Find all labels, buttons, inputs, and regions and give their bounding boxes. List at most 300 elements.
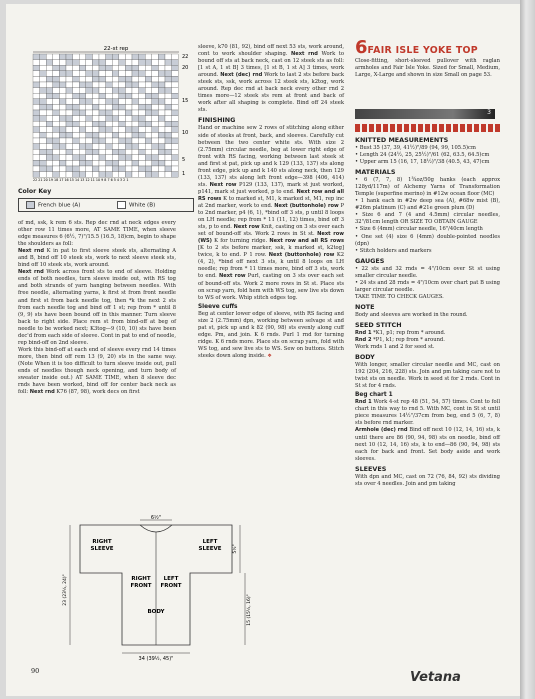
chart-cell	[40, 160, 47, 166]
chart-cell	[152, 88, 159, 94]
chart-cell	[46, 104, 53, 110]
chart-cell	[119, 88, 126, 94]
chart-cell	[46, 138, 53, 144]
chart-rep-label: 22-st rep	[103, 46, 129, 52]
chart-cell	[132, 54, 139, 60]
chart-cell	[92, 138, 99, 144]
chart-cell	[106, 155, 113, 161]
chart-cell	[145, 65, 152, 71]
chart-cell	[139, 93, 146, 99]
chart-cell	[59, 82, 66, 88]
label-left-front: LEFT	[163, 576, 179, 582]
chart-cell	[92, 104, 99, 110]
chart-cell	[92, 71, 99, 77]
chart-cell	[106, 121, 113, 127]
chart-cell	[172, 132, 179, 138]
chart-cell	[73, 172, 80, 178]
chart-cell	[165, 138, 172, 144]
chart-cell	[99, 76, 106, 82]
chart-cell	[172, 138, 179, 144]
chart-cell	[40, 104, 47, 110]
chart-cell	[125, 149, 132, 155]
label-right-front: RIGHT	[131, 576, 151, 582]
chart-cell	[40, 166, 47, 172]
chart-cell	[79, 155, 86, 161]
chart-cell	[92, 88, 99, 94]
sleeve-width-label: 5½"	[233, 544, 238, 554]
chart-cell	[59, 88, 66, 94]
chart-cell	[152, 65, 159, 71]
chart-cell	[86, 99, 93, 105]
chart-cell	[92, 155, 99, 161]
chart-cell	[79, 121, 86, 127]
chart-cell	[139, 116, 146, 122]
chart-cell	[66, 172, 73, 178]
chart-cell	[172, 71, 179, 77]
chart-cell	[99, 172, 106, 178]
svg-text:FRONT: FRONT	[160, 583, 182, 589]
chart-cell	[40, 110, 47, 116]
chart-cell	[46, 71, 53, 77]
chart-cell	[139, 127, 146, 133]
chart-cell	[119, 60, 126, 66]
chart-cell	[46, 54, 53, 60]
chart-cell	[66, 82, 73, 88]
chart-cell	[158, 76, 165, 82]
chart-cell	[66, 88, 73, 94]
chart-cell	[158, 88, 165, 94]
chart-cell	[112, 88, 119, 94]
chart-cell	[106, 160, 113, 166]
chart-cell	[73, 60, 80, 66]
chart-cell	[152, 82, 159, 88]
chart-cell	[66, 60, 73, 66]
chart-cell	[92, 144, 99, 150]
chart-cell	[139, 149, 146, 155]
chart-cell	[46, 149, 53, 155]
chart-cell	[99, 116, 106, 122]
chart-cell	[92, 166, 99, 172]
chart-cell	[125, 88, 132, 94]
chart-cell	[86, 160, 93, 166]
chart-cell	[112, 71, 119, 77]
chart-cell	[79, 60, 86, 66]
chart-cell	[46, 155, 53, 161]
chart-cell	[53, 110, 60, 116]
chart-cell	[165, 54, 172, 60]
chart-cell	[172, 155, 179, 161]
chart-cell	[158, 110, 165, 116]
chart-cell	[112, 99, 119, 105]
chart-cell	[158, 166, 165, 172]
chart-cell	[145, 116, 152, 122]
chart-cell	[139, 144, 146, 150]
chart-cell	[73, 110, 80, 116]
chart-cell	[99, 65, 106, 71]
svg-text:SLEEVE: SLEEVE	[198, 546, 222, 552]
chart-cell	[46, 172, 53, 178]
chart-cell	[119, 93, 126, 99]
chart-cell	[145, 110, 152, 116]
chart-cell	[86, 54, 93, 60]
chart-cell	[59, 155, 66, 161]
chart-cell	[125, 155, 132, 161]
chart-cell	[158, 144, 165, 150]
chart-cell	[125, 116, 132, 122]
chart-cell	[112, 104, 119, 110]
chart-cell	[132, 60, 139, 66]
color-key-title: Color Key	[18, 188, 52, 195]
st-numbers: 22 21 20 19 18 17 16 15 14 13 12 11 10 9 8 7 6 5 4 3 2 1	[33, 178, 129, 181]
chart-cell	[33, 54, 40, 60]
chart-cell	[119, 65, 126, 71]
chart-cell	[79, 88, 86, 94]
chart-cell	[66, 166, 73, 172]
chart-cell	[40, 99, 47, 105]
side-label: 15 (15½, 16)"	[247, 594, 252, 626]
chart-cell	[112, 132, 119, 138]
chart-cell	[112, 155, 119, 161]
chart-cell	[66, 99, 73, 105]
chart-cell	[106, 149, 113, 155]
chart-cell	[99, 138, 106, 144]
chart-cell	[59, 116, 66, 122]
chart-cell	[92, 54, 99, 60]
chart-cell	[46, 127, 53, 133]
chart-cell	[79, 76, 86, 82]
chart-cell	[59, 172, 66, 178]
chart-cell	[165, 127, 172, 133]
chart-cell	[165, 82, 172, 88]
chart-cell	[145, 99, 152, 105]
chart-cell	[152, 71, 159, 77]
chart-cell	[53, 60, 60, 66]
chart-cell	[33, 76, 40, 82]
chart-cell	[73, 160, 80, 166]
chart-cell	[79, 104, 86, 110]
heading-cuffs: Sleeve cuffs	[198, 303, 238, 310]
chart-cell	[139, 65, 146, 71]
chart-cell	[106, 54, 113, 60]
row-num-22: 22	[182, 54, 189, 60]
chart-cell	[59, 76, 66, 82]
chart-cell	[125, 54, 132, 60]
chart-cell	[145, 149, 152, 155]
chart-cell	[40, 127, 47, 133]
chart-cell	[59, 93, 66, 99]
chart-cell	[132, 110, 139, 116]
chart-cell	[73, 116, 80, 122]
swatch-white	[117, 201, 126, 209]
chart-cell	[145, 54, 152, 60]
chart-cell	[46, 60, 53, 66]
chart-cell	[119, 127, 126, 133]
pattern-title: 6FAIR ISLE YOKE TOP	[355, 37, 478, 58]
chart-cell	[33, 127, 40, 133]
page-number: 90	[31, 667, 40, 675]
chart-cell	[73, 104, 80, 110]
chart-cell	[73, 71, 80, 77]
chart-cell	[106, 110, 113, 116]
chart-cell	[158, 93, 165, 99]
chart-cell	[172, 110, 179, 116]
chart-cell	[92, 65, 99, 71]
chart-cell	[125, 138, 132, 144]
column-1: of md, ssk, k rem 6 sts. Rep dec rnd at neck edges every other row 11 times more, AT SAME TIME, when sleeve edge measures 6 (6½, 7)"/15.5 (16.5, 18)cm, begin to shape the shoulders as foll: Next rnd K in pat to first sleeve steek sts, alternating A and B, bind off 10 steek sts, work to next sleeve steek sts, bind off 10 steek sts, work around. Next rnd Work across front sts to end of sleeve. Holding ends of both needles, turn sleeve inside out, with RS tog and both strands of yarn hanging between needles. With free needle, alternating yarns, k first st from front needle and first st from back needle tog, then *k the next 2 sts from each needle tog and bind off 1 st; rep from * until 8 (9, 9) sts have been bound off in this manner. Turn sleeve back to right side. Place rem st from bind-off at beg of needle to be worked next; K3tog—9 (10, 10) sts have been dec'd from each side of sleeve. Cont in pat to end of needle, rep bind-off on 2nd sleeve. Work this bind-off at each end of sleeve every rnd 14 times more, then bind off rem 13 (9, 20) sts in the same way. (Note When it is too difficult to turn sleeve inside out, pull ends of needles though neck opening, and turn body of sweater inside out.) AT SAME TIME, when 8 sleeve dec rnds have been worked, bind off for center back neck as foll: Next rnd K76 (87, 98), work decs on first	[18, 220, 177, 396]
chart-cell	[152, 93, 159, 99]
chart-cell	[92, 132, 99, 138]
chart-cell	[99, 127, 106, 133]
chart-cell	[99, 93, 106, 99]
chart-cell	[152, 99, 159, 105]
chart-cell	[139, 121, 146, 127]
chart-cell	[172, 65, 179, 71]
chart-cell	[119, 76, 126, 82]
chart-cell	[106, 116, 113, 122]
chart-cell	[132, 132, 139, 138]
chart-cell	[106, 60, 113, 66]
chart-cell	[165, 116, 172, 122]
chart-cell	[86, 166, 93, 172]
chart-cell	[125, 82, 132, 88]
chart-cell	[139, 132, 146, 138]
chart-cell	[145, 60, 152, 66]
chart-cell	[165, 71, 172, 77]
chart-cell	[86, 65, 93, 71]
chart-cell	[33, 138, 40, 144]
chart-cell	[165, 149, 172, 155]
chart-cell	[66, 54, 73, 60]
chart-cell	[33, 121, 40, 127]
chart-cell	[33, 104, 40, 110]
chart-cell	[132, 76, 139, 82]
chart-cell	[125, 99, 132, 105]
chart-cell	[145, 160, 152, 166]
signature: Vetana	[410, 670, 461, 685]
chart-cell	[139, 54, 146, 60]
chart-cell	[53, 155, 60, 161]
chart-cell	[172, 172, 179, 178]
chart-cell	[125, 132, 132, 138]
chart-cell	[99, 110, 106, 116]
bottom-width: 34 (39½, 45)"	[138, 656, 174, 662]
chart-cell	[86, 110, 93, 116]
chart-cell	[112, 144, 119, 150]
chart-cell	[145, 121, 152, 127]
chart-cell	[172, 144, 179, 150]
chart-cell	[145, 172, 152, 178]
chart-cell	[59, 54, 66, 60]
chart-cell	[172, 104, 179, 110]
chart-cell	[73, 65, 80, 71]
chart-cell	[119, 149, 126, 155]
chart-cell	[46, 166, 53, 172]
chart-cell	[79, 138, 86, 144]
chart-cell	[132, 104, 139, 110]
chart-cell	[132, 149, 139, 155]
chart-cell	[79, 127, 86, 133]
chart-cell	[40, 144, 47, 150]
chart-cell	[106, 104, 113, 110]
key-item-blue: French blue (A)	[38, 202, 81, 209]
chart-cell	[73, 155, 80, 161]
chart-cell	[79, 116, 86, 122]
chart-cell	[132, 127, 139, 133]
chart-cell	[40, 138, 47, 144]
chart-cell	[165, 155, 172, 161]
chart-cell	[59, 121, 66, 127]
chart-cell	[132, 172, 139, 178]
chart-cell	[33, 149, 40, 155]
chart-cell	[99, 60, 106, 66]
chart-cell	[73, 144, 80, 150]
chart-cell	[112, 172, 119, 178]
chart-cell	[132, 116, 139, 122]
chart-cell	[53, 93, 60, 99]
chart-cell	[99, 88, 106, 94]
chart-cell	[106, 172, 113, 178]
chart-cell	[145, 71, 152, 77]
colorwork-chart	[21, 44, 191, 181]
chart-cell	[139, 99, 146, 105]
chart-cell	[106, 93, 113, 99]
chart-cell	[33, 65, 40, 71]
chart-cell	[112, 110, 119, 116]
chart-cell	[73, 88, 80, 94]
column-3b: KNITTED MEASUREMENTS • Bust 35 (37, 39, 41½)"/89 (94, 99, 105.5)cm • Length 24 (24½, 25, 25½)"/61 (62, 63.5, 64.5)cm • Upper arm 15 (16, 17, 18½)"/38 (40.5, 43, 47)cm MATERIALS • 6 (7, 7, 8) 1¾oz/50g hanks (each approx 128yd/117m) of Alchemy Yarns of Transformation Temple (superfine merino) in #12w ocean floor (MC) • 1 hank each in #2w deep sea (A), #68w mist (B), #26m platinum (C) and #21e green plum (D) • Size 6 and 7 (4 and 4.5mm) circular needles, 32"/81cm length OR SIZE TO OBTAIN GAUGE • Size 6 (4mm) circular needle, 16"/40cm length • One set (4) size 6 (4mm) double-pointed needles (dpn) • Stitch holders and markers GAUGES • 22 sts and 32 rnds = 4"/10cm over St st using smaller circular needle. • 24 sts and 28 rnds = 4"/10cm over chart pat B using larger circular needle. TAKE TIME TO CHECK GAUGES. NOTE Body and sleeves are worked in the round. SEED STITCH Rnd 1 *K1, p1; rep from * around. Rnd 2 *P1, k1; rep from * around. Work rnds 1 and 2 for seed st. BODY With longer, smaller circular needle and MC, cast on 192 (204, 216, 228) sts. Join and pm taking care not to twist sts on needle. Work in seed st for 2 rnds. Cont in St st for 4 rnds. Beg chart 1 Rnd 1 Work 4-st rep 48 (51, 54, 57) times. Cont to foll chart in this way to rnd 5. With MC, cont in St st until piece measures 14½"/37cm from beg, end 5 (6, 7, 8) sts before rnd marker. Armhole (dec) rnd Bind off next 10 (12, 14, 16) sts, k until there are 86 (90, 94, 98) sts on needle, bind off next 10 (12, 14, 16) sts, k to end—86 (90, 94, 98) sts each for back and front. Set body aside and work sleeves. SLEEVES With dpn and MC, cast on 72 (76, 84, 92) sts dividing sts over 4 needles. Join and pm taking	[355, 136, 500, 487]
chart-cell	[125, 104, 132, 110]
chart-cell	[132, 65, 139, 71]
chart-cell	[66, 71, 73, 77]
chart-cell	[165, 172, 172, 178]
chart-cell	[53, 82, 60, 88]
chart-cell	[112, 54, 119, 60]
chart-cell	[86, 88, 93, 94]
chart-cell	[59, 99, 66, 105]
chart-cell	[119, 104, 126, 110]
chart-cell	[53, 116, 60, 122]
chart-cell	[152, 144, 159, 150]
chart-cell	[73, 82, 80, 88]
chart-cell	[172, 60, 179, 66]
chart-cell	[165, 88, 172, 94]
chart-cell	[125, 166, 132, 172]
chart-cell	[139, 110, 146, 116]
chart-cell	[99, 155, 106, 161]
chart-cell	[46, 65, 53, 71]
height-label: 23 (23½, 24)"	[63, 574, 68, 606]
chart-cell	[119, 99, 126, 105]
chart-cell	[119, 172, 126, 178]
chart-cell	[46, 144, 53, 150]
svg-text:FRONT: FRONT	[130, 583, 152, 589]
chart-cell	[59, 149, 66, 155]
chart-cell	[152, 149, 159, 155]
chart-cell	[33, 155, 40, 161]
chart-cell	[132, 138, 139, 144]
chart-cell	[172, 149, 179, 155]
chart-cell	[132, 93, 139, 99]
chart-cell	[40, 172, 47, 178]
chart-cell	[66, 144, 73, 150]
chart-cell	[165, 132, 172, 138]
chart-cell	[53, 99, 60, 105]
chart-cell	[152, 76, 159, 82]
chart-cell	[158, 132, 165, 138]
chart-cell	[73, 132, 80, 138]
chart-cell	[59, 127, 66, 133]
chart-cell	[99, 54, 106, 60]
chart-cell	[46, 93, 53, 99]
chart-cell	[40, 116, 47, 122]
chart-cell	[46, 110, 53, 116]
chart-cell	[53, 54, 60, 60]
chart-cell	[33, 60, 40, 66]
chart-cell	[33, 132, 40, 138]
chart-cell	[158, 160, 165, 166]
chart-cell	[172, 93, 179, 99]
chart-cell	[106, 99, 113, 105]
chart-cell	[53, 138, 60, 144]
chart-cell	[112, 127, 119, 133]
chart-cell	[145, 82, 152, 88]
chart-cell	[99, 149, 106, 155]
chart-cell	[139, 172, 146, 178]
chart-cell	[152, 132, 159, 138]
chart-cell	[145, 138, 152, 144]
chart-cell	[92, 160, 99, 166]
row-num-15: 15	[182, 98, 189, 104]
chart-cell	[165, 166, 172, 172]
chart-cell	[119, 54, 126, 60]
chart-cell	[139, 155, 146, 161]
chart-cell	[40, 82, 47, 88]
chart-cell	[99, 82, 106, 88]
chart-cell	[46, 88, 53, 94]
chart-cell	[46, 160, 53, 166]
chart-cell	[92, 116, 99, 122]
chart-cell	[165, 110, 172, 116]
chart-cell	[165, 104, 172, 110]
chart-cell	[158, 116, 165, 122]
chart-cell	[53, 160, 60, 166]
chart-cell	[112, 65, 119, 71]
chart-cell	[59, 71, 66, 77]
neck-width: 6½"	[150, 515, 162, 521]
chart-cell	[79, 132, 86, 138]
chart-cell	[106, 138, 113, 144]
chart-cell	[86, 155, 93, 161]
chart-cell	[33, 110, 40, 116]
chart-cell	[106, 127, 113, 133]
chart-cell	[79, 93, 86, 99]
chart-cell	[66, 76, 73, 82]
chart-cell	[99, 99, 106, 105]
chart-cell	[40, 65, 47, 71]
chart-cell	[73, 54, 80, 60]
chart-cell	[139, 104, 146, 110]
chart-cell	[99, 144, 106, 150]
chart-cell	[172, 88, 179, 94]
column-2: sleeve, k70 (81, 92), bind off next 53 sts, work around, cont to work shoulder shaping. Next rnd Work to bound off sts at back neck, cast on 12 steek sts as foll: [1 st A, 1 st B] 3 times, [1 st B, 1 st A] 3 times, work around. Next (dec) rnd Work to last 2 sts before back steek sts, ssk, work across 12 steek sts, k2tog, work around. Rep dec rnd at back neck every other rnd 2 times more—12 steek sts rem at front and back of work after all shaping is complete. Bind off 24 steek sts. FINISHING Hand or machine sew 2 rows of stitching along either side of steeks at front, back, and sleeves. Carefully cut between the two center white sts. With size 2 (2.75mm) circular needle, beg at lower right edge of front with RS facing, working between last steek st and first st pat, pick up and k 129 (133, 137) sts along front edge, pick up and k 140 sts along neck, then 129 (133, 137) sts along left front edge—398 (406, 414) sts. Next row P129 (133, 137), mark st just worked, p141, mark st just worked, p to end. Next row and all RS rows K to marked st, M1, k marked st, M1, rep inc at 2nd marker, work to end. Next (buttonhole) row P to 2nd marker, p4 (6, 1), *bind off 3 sts, p until 8 loops on LH needle; rep from * 11 (11, 12) times, bind off 3 sts, p to end. Next row Knit, casting on 3 sts over each set of bound-off sts. Work 2 rows in St st. Next row (WS) K for turning ridge. Next row and all RS rows [K to 2 sts before marker, ssk, k marked st, k2tog] twice, k to end. P 1 row. Next (buttonhole) row K2 (4, 2), *bind off next 3 sts, k until 8 loops on LH needle; rep from * 11 times more, bind off 3 sts, work to end. Next row Purl, casting on 3 sts over each set of bound-off sts. Work 2 more rows in St st. Place sts on scrap yarn, fold hem with WS tog, sew live sts down to WS of work. Whip stitch edges tog. Sleeve cuffs Beg at center lower edge of sleeve, with RS facing and size 2 (2.75mm) dpn, working between selvage st and pat st, pick up and k 82 (90, 98) sts evenly along cuff edge. Pm, and join. K 6 rnds. Purl 1 rnd for turning ridge. K 6 rnds more. Place sts on scrap yarn, fold with WS tog, and sew live sts to WS. Sew on buttons. Stitch steeks down along inside. ❖	[198, 44, 345, 359]
row-num-1: 1	[182, 171, 186, 177]
chart-cell	[66, 116, 73, 122]
chart-cell	[125, 76, 132, 82]
chart-cell	[158, 54, 165, 60]
chart-cell	[158, 71, 165, 77]
chart-cell	[158, 127, 165, 133]
chart-cell	[40, 54, 47, 60]
